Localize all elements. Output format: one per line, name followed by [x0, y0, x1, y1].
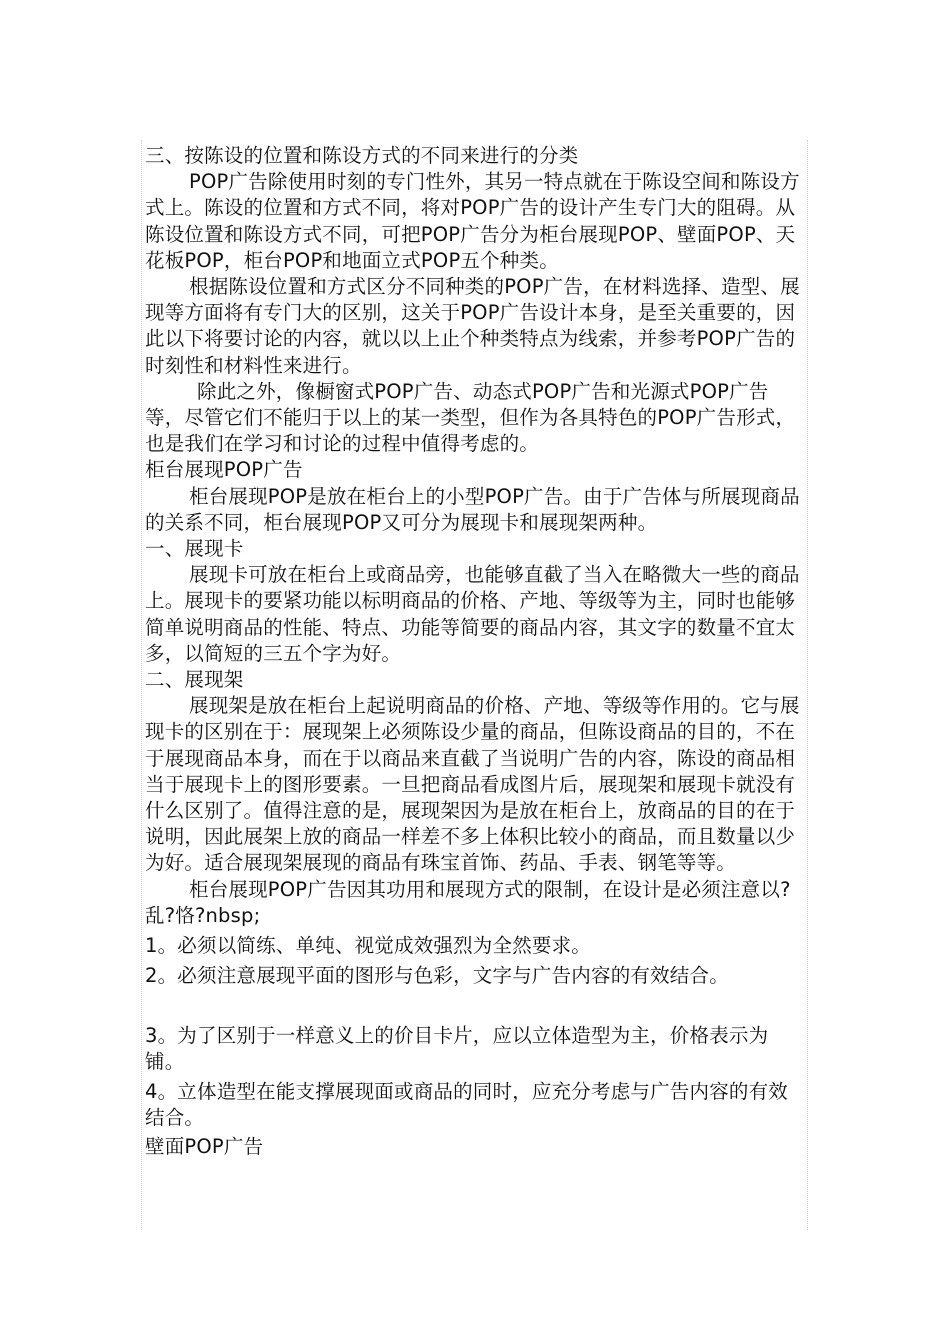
body-paragraph: 除此之外，像橱窗式POP广告、动态式POP广告和光源式POP广告等，尽管它们不能归于以上的某一类型，但作为各具特色的POP广告形式，也是我们在学习和讨论的过程中值得考虑的。	[145, 379, 796, 456]
body-paragraph: 柜台展现POP广告因其功用和展现方式的限制，在设计是必须注意以? 乱?恪?nbsp;	[145, 877, 791, 927]
subsection-heading: 壁面POP广告	[145, 1135, 264, 1159]
body-paragraph: 柜台展现POP是放在柜台上的小型POP广告。由于广告体与所展现商品的关系不同，柜台展现POP又可分为展现卡和展现架两种。	[145, 484, 800, 534]
body-paragraph: POP广告除使用时刻的专门性外，其另一特点就在于陈设空间和陈设方式上。陈设的位置和方式不同，将对POP广告的设计产生专门大的阻碍。从陈设位置和陈设方式不同，可把POP广告分为柜台展现POP、壁面POP、天花板POP，柜台POP和地面立式POP五个种类。	[145, 170, 800, 272]
subsection-heading: 柜台展现POP广告	[145, 458, 303, 482]
subsection-heading: 二、展现架	[145, 668, 244, 692]
left-margin-guide	[141, 140, 142, 1230]
body-paragraph: 根据陈设位置和方式区分不同种类的POP广告，在材料选择、造型、展现等方面将有专门大的区别，这关于POP广告设计本身，是至关重要的，因此以下将要讨论的内容，就以以上止个种类特点为线索，并参考POP广告的时刻性和材料性来进行。	[145, 275, 800, 377]
list-item: 3。为了区别于一样意义上的价目卡片，应以立体造型为主，价格表示为铺。	[145, 1023, 769, 1073]
list-item: 4。立体造型在能支撑展现面或商品的同时，应充分考虑与广告内容的有效结合。	[145, 1079, 789, 1130]
list-item: 1。必须以简练、单纯、视觉成效强烈为全然要求。	[145, 934, 592, 958]
blank-line	[145, 993, 807, 1019]
section-heading: 三、按陈设的位置和陈设方式的不同来进行的分类	[145, 144, 579, 167]
body-paragraph: 展现架是放在柜台上起说明商品的价格、产地、等级等作用的。它与展现卡的区别在于：展现架上必须陈设少量的商品，但陈设商品的目的，不在于展现商品本身，而在于以商品来直截了当说明广告的内容，陈设的商品相当于展现卡上的图形要素。一旦把商品看成图片后，展现架和展现卡就没有什么区别了。值得注意的是，展现架因为是放在柜台上，放商品的目的在于说明，因此展架上放的商品一样差不多上体积比较小的商品，而且数量以少为好。适合展现架展现的商品有珠宝首饰、药品、手表、钢笔等等。	[145, 694, 800, 875]
right-margin-guide	[807, 140, 808, 1230]
subsection-heading: 一、展现卡	[145, 537, 244, 561]
body-paragraph: 展现卡可放在柜台上或商品旁，也能够直截了当入在略微大一些的商品上。展现卡的要紧功能以标明商品的价格、产地、等级等为主，同时也能够简单说明商品的性能、特点、功能等简要的商品内容，其文字的数量不宜太多，以简短的三五个字为好。	[145, 563, 800, 665]
document-body	[145, 143, 807, 1161]
list-item: 2。必须注意展现平面的图形与色彩，文字与广告内容的有效结合。	[145, 964, 729, 988]
